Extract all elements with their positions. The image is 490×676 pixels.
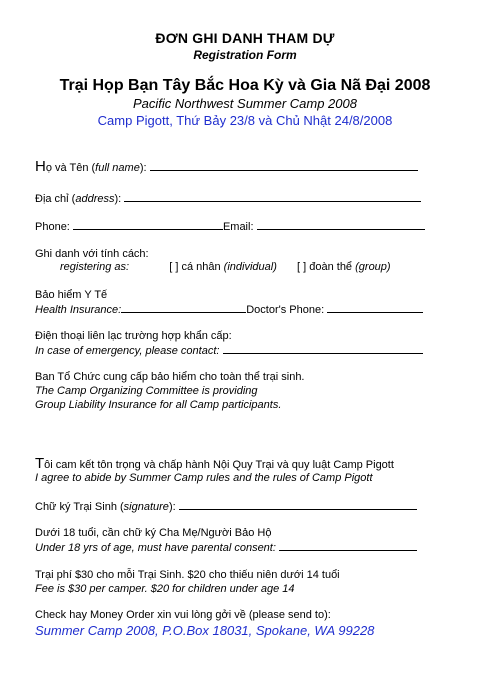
fee-vn: Trại phí $30 cho mỗi Trại Sinh. $20 cho thiếu niên dưới 14 tuổi <box>35 569 340 581</box>
full-name-label-en: full name <box>95 162 140 174</box>
email-field[interactable] <box>257 220 425 230</box>
address-field[interactable] <box>124 192 421 202</box>
camp-name-vn: Trại Họp Bạn Tây Bắc Hoa Kỳ và Gia Nã Đại 2008 <box>59 77 431 94</box>
register-as-label-vn: Ghi danh với tính cách: <box>35 248 149 260</box>
register-as-row <box>35 261 391 273</box>
emergency-label-vn: Điện thoại liên lạc trường hợp khẩn cấp: <box>35 330 232 342</box>
phone-email-row <box>35 220 425 233</box>
individual-label-en: (individual) <box>223 261 277 273</box>
parental-consent-row <box>35 541 417 554</box>
individual-checkbox[interactable]: [ ] <box>169 261 179 273</box>
signature-label-en: signature <box>123 501 169 513</box>
insurance-row <box>35 303 423 316</box>
email-label: Email: <box>222 221 254 233</box>
insurance-note-vn: Ban Tổ Chức cung cấp bảo hiểm cho toàn thể trại sinh. <box>35 371 305 383</box>
camp-location-dates: Camp Pigott, Thứ Bảy 23/8 và Chủ Nhật 24/8/2008 <box>97 113 393 128</box>
fee-en: Fee is $30 per camper. $20 for children under age 14 <box>35 583 295 595</box>
insurance-note-en-1: The Camp Organizing Committee is providing <box>35 385 258 397</box>
address-label-en: address <box>75 193 115 205</box>
emergency-contact-field[interactable] <box>223 344 423 354</box>
agreement-vn <box>35 455 394 472</box>
full-name-row <box>35 158 418 175</box>
doctor-phone-field[interactable] <box>327 303 423 313</box>
health-insurance-field[interactable] <box>121 303 246 313</box>
doctor-phone-label: Doctor's Phone: <box>246 304 325 316</box>
agreement-en: I agree to abide by Summer Camp rules and the rules of Camp Pigott <box>35 472 373 484</box>
signature-label-end: ): <box>168 501 176 513</box>
parental-consent-vn: Dưới 18 tuổi, cần chữ ký Cha Mẹ/Người Bảo Hộ <box>35 527 272 539</box>
emergency-label-en: In case of emergency, please contact: <box>35 345 220 357</box>
insurance-label-vn: Bảo hiểm Y Tế <box>35 289 108 301</box>
full-name-label-initial: H <box>35 158 46 175</box>
address-label: Địa chỉ ( <box>35 193 76 205</box>
send-to-label: Check hay Money Order xin vui lòng gởi về (please send to): <box>35 609 331 621</box>
group-label: đoàn thể <box>309 261 353 273</box>
full-name-field[interactable] <box>150 161 418 171</box>
phone-label: Phone: <box>35 221 70 233</box>
agreement-initial: T <box>35 455 45 472</box>
individual-label: cá nhân <box>181 261 221 273</box>
insurance-label-en: Health Insurance: <box>35 304 122 316</box>
camp-name-en: Pacific Northwest Summer Camp 2008 <box>133 96 357 111</box>
insurance-note-en-2: Group Liability Insurance for all Camp participants. <box>35 399 282 411</box>
full-name-label-end: ): <box>139 162 147 174</box>
full-name-label: ọ và Tên ( <box>45 162 96 174</box>
agreement-text-vn: ôi cam kết tôn trọng và chấp hành Nội Quy Trại và quy luật Camp Pigott <box>44 459 394 471</box>
emergency-row <box>35 344 423 357</box>
mailing-address: Summer Camp 2008, P.O.Box 18031, Spokane, WA 99228 <box>35 623 375 638</box>
address-row <box>35 192 421 205</box>
signature-field[interactable] <box>179 500 417 510</box>
register-as-label-en: registering as: <box>60 261 130 273</box>
form-title-vn: ĐƠN GHI DANH THAM DỰ <box>155 30 335 46</box>
signature-row <box>35 500 417 513</box>
group-label-en: (group) <box>355 261 391 273</box>
form-title-en: Registration Form <box>193 48 297 62</box>
parental-consent-en: Under 18 yrs of age, must have parental consent: <box>35 542 276 554</box>
group-checkbox[interactable]: [ ] <box>297 261 307 273</box>
address-label-end: ): <box>114 193 122 205</box>
parental-signature-field[interactable] <box>279 541 417 551</box>
signature-label: Chữ ký Trại Sinh ( <box>35 501 124 513</box>
phone-field[interactable] <box>73 220 223 230</box>
